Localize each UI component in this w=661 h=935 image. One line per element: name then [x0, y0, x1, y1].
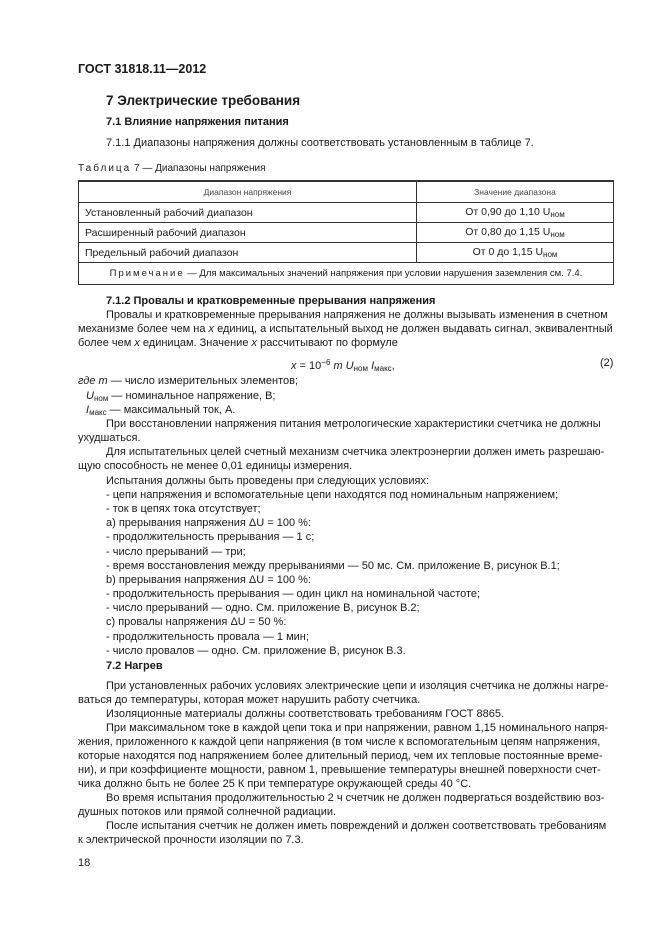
- table-cell-name: Предельный рабочий диапазон: [79, 243, 417, 263]
- s712-p2-line-1: При восстановлении напряжения питания метрологические характеристики счетчика не должны: [106, 418, 601, 430]
- table-cell-value-text: От 0,80 до 1,15 U: [465, 226, 551, 238]
- list-item: - число прерываний — одно. См. приложение В, рисунок В.2;: [106, 602, 420, 614]
- table-cell-value-sub: ном: [543, 250, 558, 259]
- s72-line: ваться до температуры, которая может нарушить работу счетчика.: [78, 694, 421, 706]
- voltage-range-table: [78, 180, 614, 285]
- text: рассчитывают по формуле: [257, 337, 398, 349]
- table-cell-value: [417, 223, 614, 243]
- table-note: [79, 263, 614, 285]
- list-item: - число провалов — одно. См. приложение В, рисунок В.3.: [106, 645, 406, 657]
- list-item: - продолжительность прерывания — один цикл на номинальной частоте;: [106, 588, 481, 600]
- table-note-text: — Для максимальных значений напряжения при условии нарушения заземления см. 7.4.: [187, 268, 583, 279]
- table-caption: [78, 162, 266, 176]
- where-symbol: где m: [78, 375, 108, 387]
- where-line-1: [78, 374, 298, 388]
- table-cell-value: [417, 203, 614, 223]
- where-text: — число измерительных элементов;: [107, 375, 299, 387]
- text: x: [134, 337, 140, 349]
- list-item: - продолжительность провала — 1 мин;: [106, 631, 309, 643]
- s72-line: жения, приложенного к каждой цепи напряжения (в том числе к вспомогательным цепям напряжения,: [78, 736, 601, 748]
- table-row: [79, 243, 614, 263]
- section-7-title: 7 Электрические требования: [106, 93, 301, 108]
- text: единиц, а испытательный выход не должен выдавать сигнал, эквивалентный: [214, 323, 613, 335]
- section-7-1-2-title: 7.1.2 Провалы и кратковременные прерывания напряжения: [106, 295, 436, 307]
- formula-number: (2): [600, 357, 614, 369]
- s72-line: к электрической прочности изоляции по 7.3.: [78, 834, 304, 846]
- page-number: 18: [78, 857, 91, 869]
- paragraph-7-1-1: 7.1.1 Диапазоны напряжения должны соответствовать установленным в таблице 7.: [106, 137, 534, 149]
- table-header-value: Значение диапазона: [417, 181, 614, 203]
- table-caption-label: Таблица: [78, 163, 132, 174]
- table-header-row: [79, 181, 614, 203]
- formula-mu: m U: [330, 360, 354, 372]
- s72-line: чика должно быть не более 25 К при температуре окружающей среды 40 °С.: [78, 778, 472, 790]
- text: механизме более чем на: [78, 323, 209, 335]
- s72-line: Изоляционные материалы должны соответствовать требованиям ГОСТ 8865.: [106, 708, 505, 720]
- table-row: [79, 223, 614, 243]
- formula-lhs: x: [291, 360, 297, 372]
- s72-line: ни), и при коэффициенте мощности, равном 1, превышение температуры внешней поверхности счет-: [78, 764, 601, 776]
- table-cell-value-sub: ном: [550, 230, 565, 239]
- s72-line: При максимальном токе в каждой цепи тока и при напряжении, равном 1,15 номинального напря-: [106, 722, 609, 734]
- s72-line: После испытания счетчик не должен иметь повреждений и должен соответствовать требованиям: [106, 820, 607, 832]
- s72-line: При установленных рабочих условиях электрические цепи и изоляция счетчика не должны нагре-: [106, 680, 609, 692]
- table-note-row: [79, 263, 614, 285]
- s712-line-3: [78, 336, 398, 350]
- s712-line-1: Провалы и кратковременные прерывания напряжения не должны вызывать изменения в счетном: [106, 309, 608, 321]
- list-item: b) прерывания напряжения ΔU = 100 %:: [106, 574, 312, 586]
- list-item: а) прерывания напряжения ΔU = 100 %:: [106, 517, 312, 529]
- s712-p2-line-2: ухудшаться.: [78, 432, 141, 444]
- list-item: - цепи напряжения и вспомогательные цепи находятся под номинальным напряжением;: [106, 489, 559, 501]
- formula-sub-max: макс: [374, 364, 392, 373]
- formula-i: I: [368, 360, 375, 372]
- section-7-2-title: 7.2 Нагрев: [106, 660, 163, 672]
- section-7-1-title: 7.1 Влияние напряжения питания: [106, 116, 289, 128]
- text: более чем: [78, 337, 135, 349]
- where-sub: ном: [93, 394, 109, 403]
- formula-end: ,: [391, 360, 395, 372]
- where-text: — номинальное напряжение, В;: [108, 390, 276, 402]
- list-item: - продолжительность прерывания — 1 с;: [106, 531, 315, 543]
- table-cell-name: Расширенный рабочий диапазон: [79, 223, 417, 243]
- formula-exp: −6: [321, 358, 331, 367]
- s712-line-2: [78, 322, 613, 336]
- s712-p3-line-2: щую способность не менее 0,01 единицы измерения.: [78, 460, 353, 472]
- standard-header: ГОСТ 31818.11—2012: [78, 62, 207, 76]
- formula-sub-nom: ном: [353, 364, 369, 373]
- list-item: - ток в цепях тока отсутствует;: [106, 503, 261, 515]
- table-row: [79, 203, 614, 223]
- list-item: с) провалы напряжения ΔU = 50 %:: [106, 616, 287, 628]
- table-cell-value-text: От 0,90 до 1,10 U: [465, 206, 551, 218]
- where-symbol: U: [86, 390, 94, 402]
- list-item: - число прерываний — три;: [106, 546, 246, 558]
- where-sub: макс: [89, 408, 107, 417]
- s72-line: Во время испытания продолжительностью 2 ч счетчик не должен подвергаться воздействию воз-: [106, 792, 605, 804]
- table-cell-value: [417, 243, 614, 263]
- table-header-range: Диапазон напряжения: [79, 181, 417, 203]
- list-item: - время восстановления между прерываниями — 50 мс. См. приложение В, рисунок В.1;: [106, 560, 560, 572]
- s72-line: которые находятся под напряжением более длительный период, чем их тепловые постоянные време-: [78, 750, 603, 762]
- where-text: — максимальный ток, А.: [106, 404, 236, 416]
- list-item: Испытания должны быть проведены при следующих условиях:: [106, 475, 430, 487]
- table-caption-text: 7 — Диапазоны напряжения: [134, 163, 266, 174]
- where-symbol: I: [86, 404, 90, 416]
- s712-p3-line-1: Для испытательных целей счетный механизм счетчика электроэнергии должен иметь разрешаю-: [106, 446, 605, 458]
- table-cell-value-sub: ном: [550, 210, 565, 219]
- formula-eq: = 10: [296, 360, 322, 372]
- table-cell-name: Установленный рабочий диапазон: [79, 203, 417, 223]
- table-cell-value-text: От 0 до 1,15 U: [472, 246, 544, 258]
- text: единицам. Значение: [139, 337, 252, 349]
- formula-2: [291, 356, 395, 376]
- table-note-label: Примечание: [109, 268, 185, 279]
- text: x: [251, 337, 258, 349]
- s72-line: душных потоков или прямой солнечной радиации.: [78, 806, 337, 818]
- text: x: [208, 323, 215, 335]
